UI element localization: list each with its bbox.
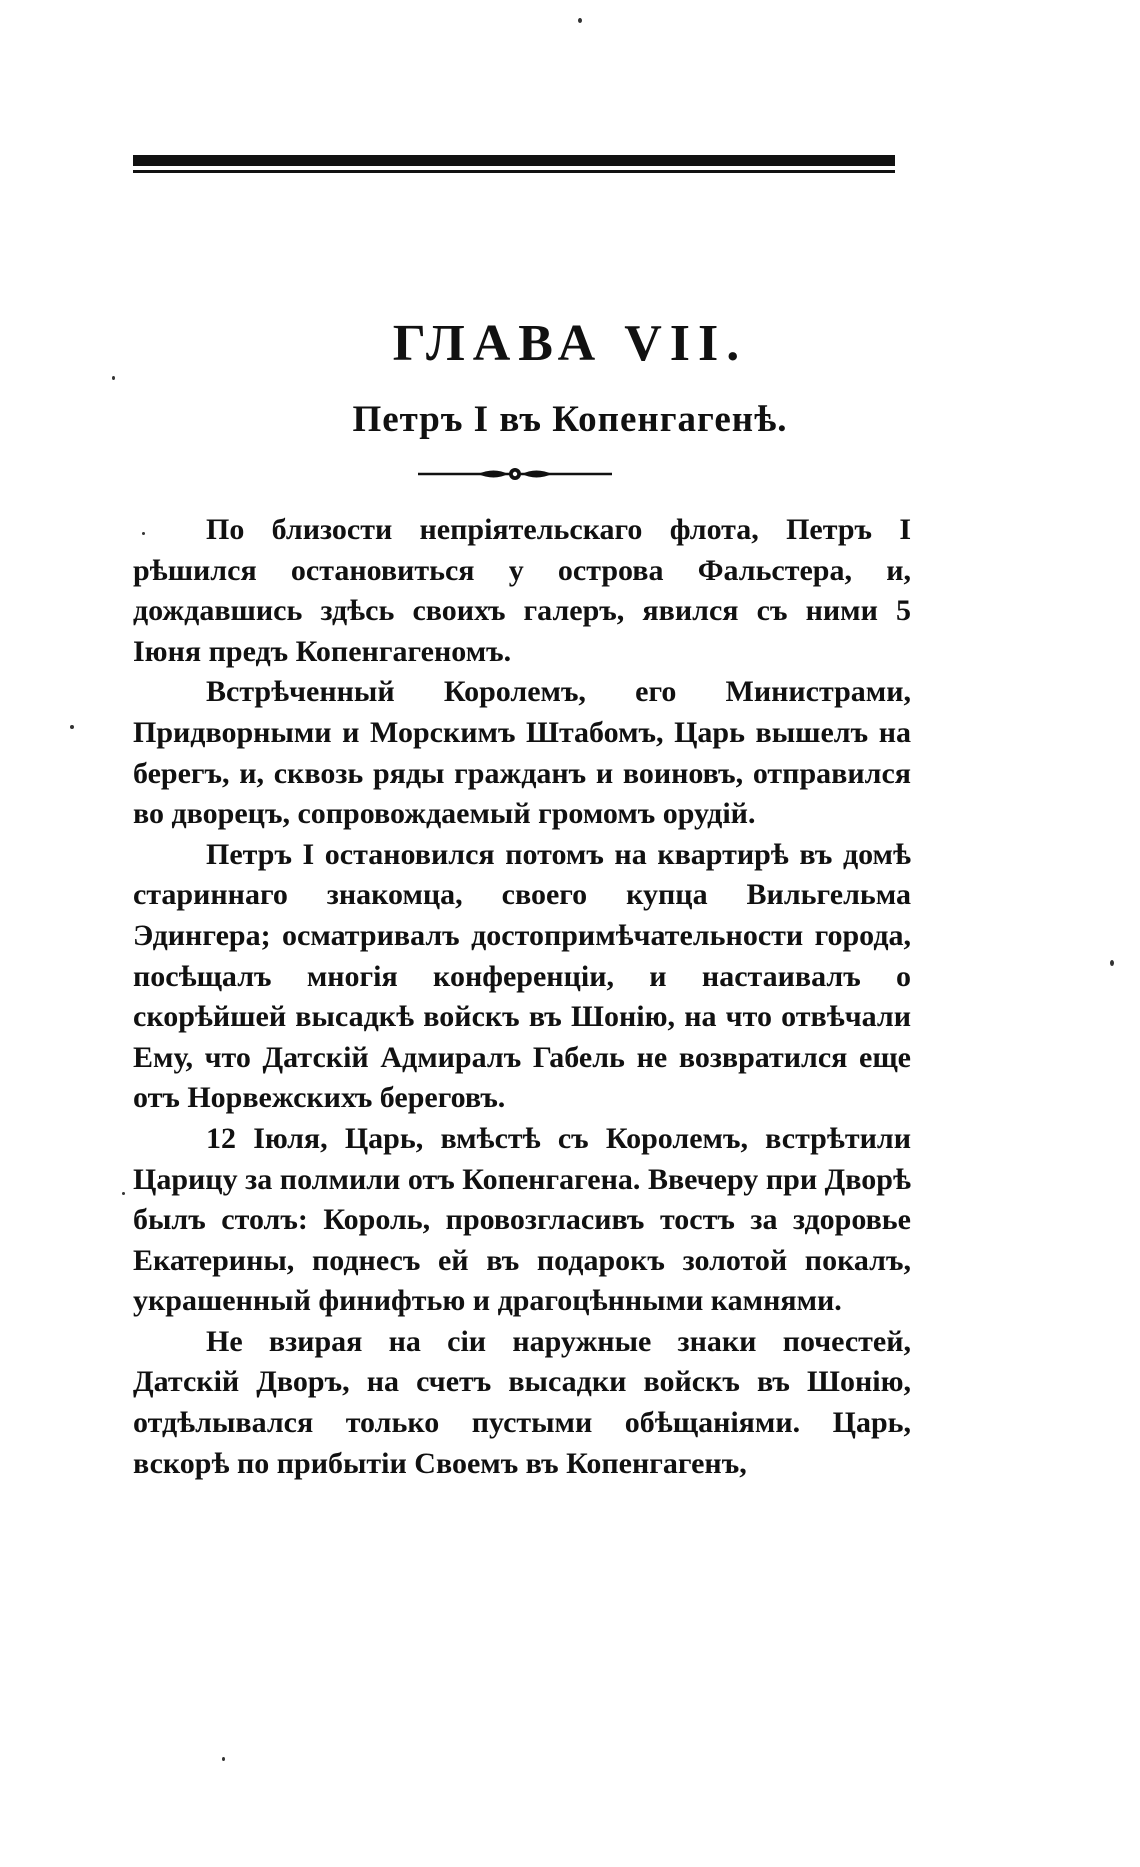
chapter-body — [133, 510, 911, 1484]
chapter-heading: ГЛАВА VII. — [392, 315, 748, 372]
paragraph-4: 12 Іюля, Царь, вмѣстѣ съ Королемъ, встрѣтили Царицу за полмили отъ Копенгагена. Ввечеру при Дворѣ былъ столъ: Король, провозгласивъ тостъ за здоровье Екатерины, поднесъ ей въ подарокъ золотой покалъ, украшенный финифтью и драгоцѣнными камнями. — [133, 1121, 911, 1318]
chapter-subtitle: Петръ I въ Копенгагенѣ. — [352, 399, 788, 440]
paragraph-5: Не взирая на сіи наружные знаки почестей, Датскій Дворъ, на счетъ высадки войскъ въ Шонію, отдѣлывался только пустыми обѣщаніями. Царь, вскорѣ по прибытіи Своемъ въ Копенгагенъ, — [133, 1324, 911, 1480]
paragraph-2: Встрѣченный Королемъ, его Министрами, Придворными и Морскимъ Штабомъ, Царь вышелъ на берегъ, и, сквозь ряды гражданъ и воиновъ, отправился во дворецъ, сопровождаемый громомъ орудій. — [133, 675, 911, 831]
top-rule-thick — [133, 155, 895, 166]
top-double-rule — [133, 155, 895, 173]
scan-speck — [122, 1192, 125, 1195]
ornament-divider-icon — [418, 464, 612, 484]
top-rule-thin — [133, 170, 895, 173]
paragraph-1: По близости непріятельскаго флота, Петръ I рѣшился остановиться у острова Фальстера, и, дождавшись здѣсь своихъ галеръ, явился съ ними 5 Іюня предъ Копенгагеномъ. — [133, 513, 911, 668]
scan-speck — [222, 1757, 225, 1761]
scan-speck — [1110, 960, 1114, 966]
scan-speck — [578, 18, 582, 23]
paragraph-3: Петръ I остановился потомъ на квартирѣ въ домѣ стариннаго знакомца, своего купца Вильгельма Эдингера; осматривалъ достопримѣчательности города, посѣщалъ многія конференціи, и настаивалъ о скорѣйшей высадкѣ войскъ въ Шонію, на что отвѣчали Ему, что Датскій Адмиралъ Габель не возвратился еще отъ Норвежскихъ береговъ. — [133, 837, 911, 1115]
scan-speck — [142, 532, 145, 535]
scan-speck — [112, 376, 115, 380]
scan-speck — [70, 725, 74, 729]
